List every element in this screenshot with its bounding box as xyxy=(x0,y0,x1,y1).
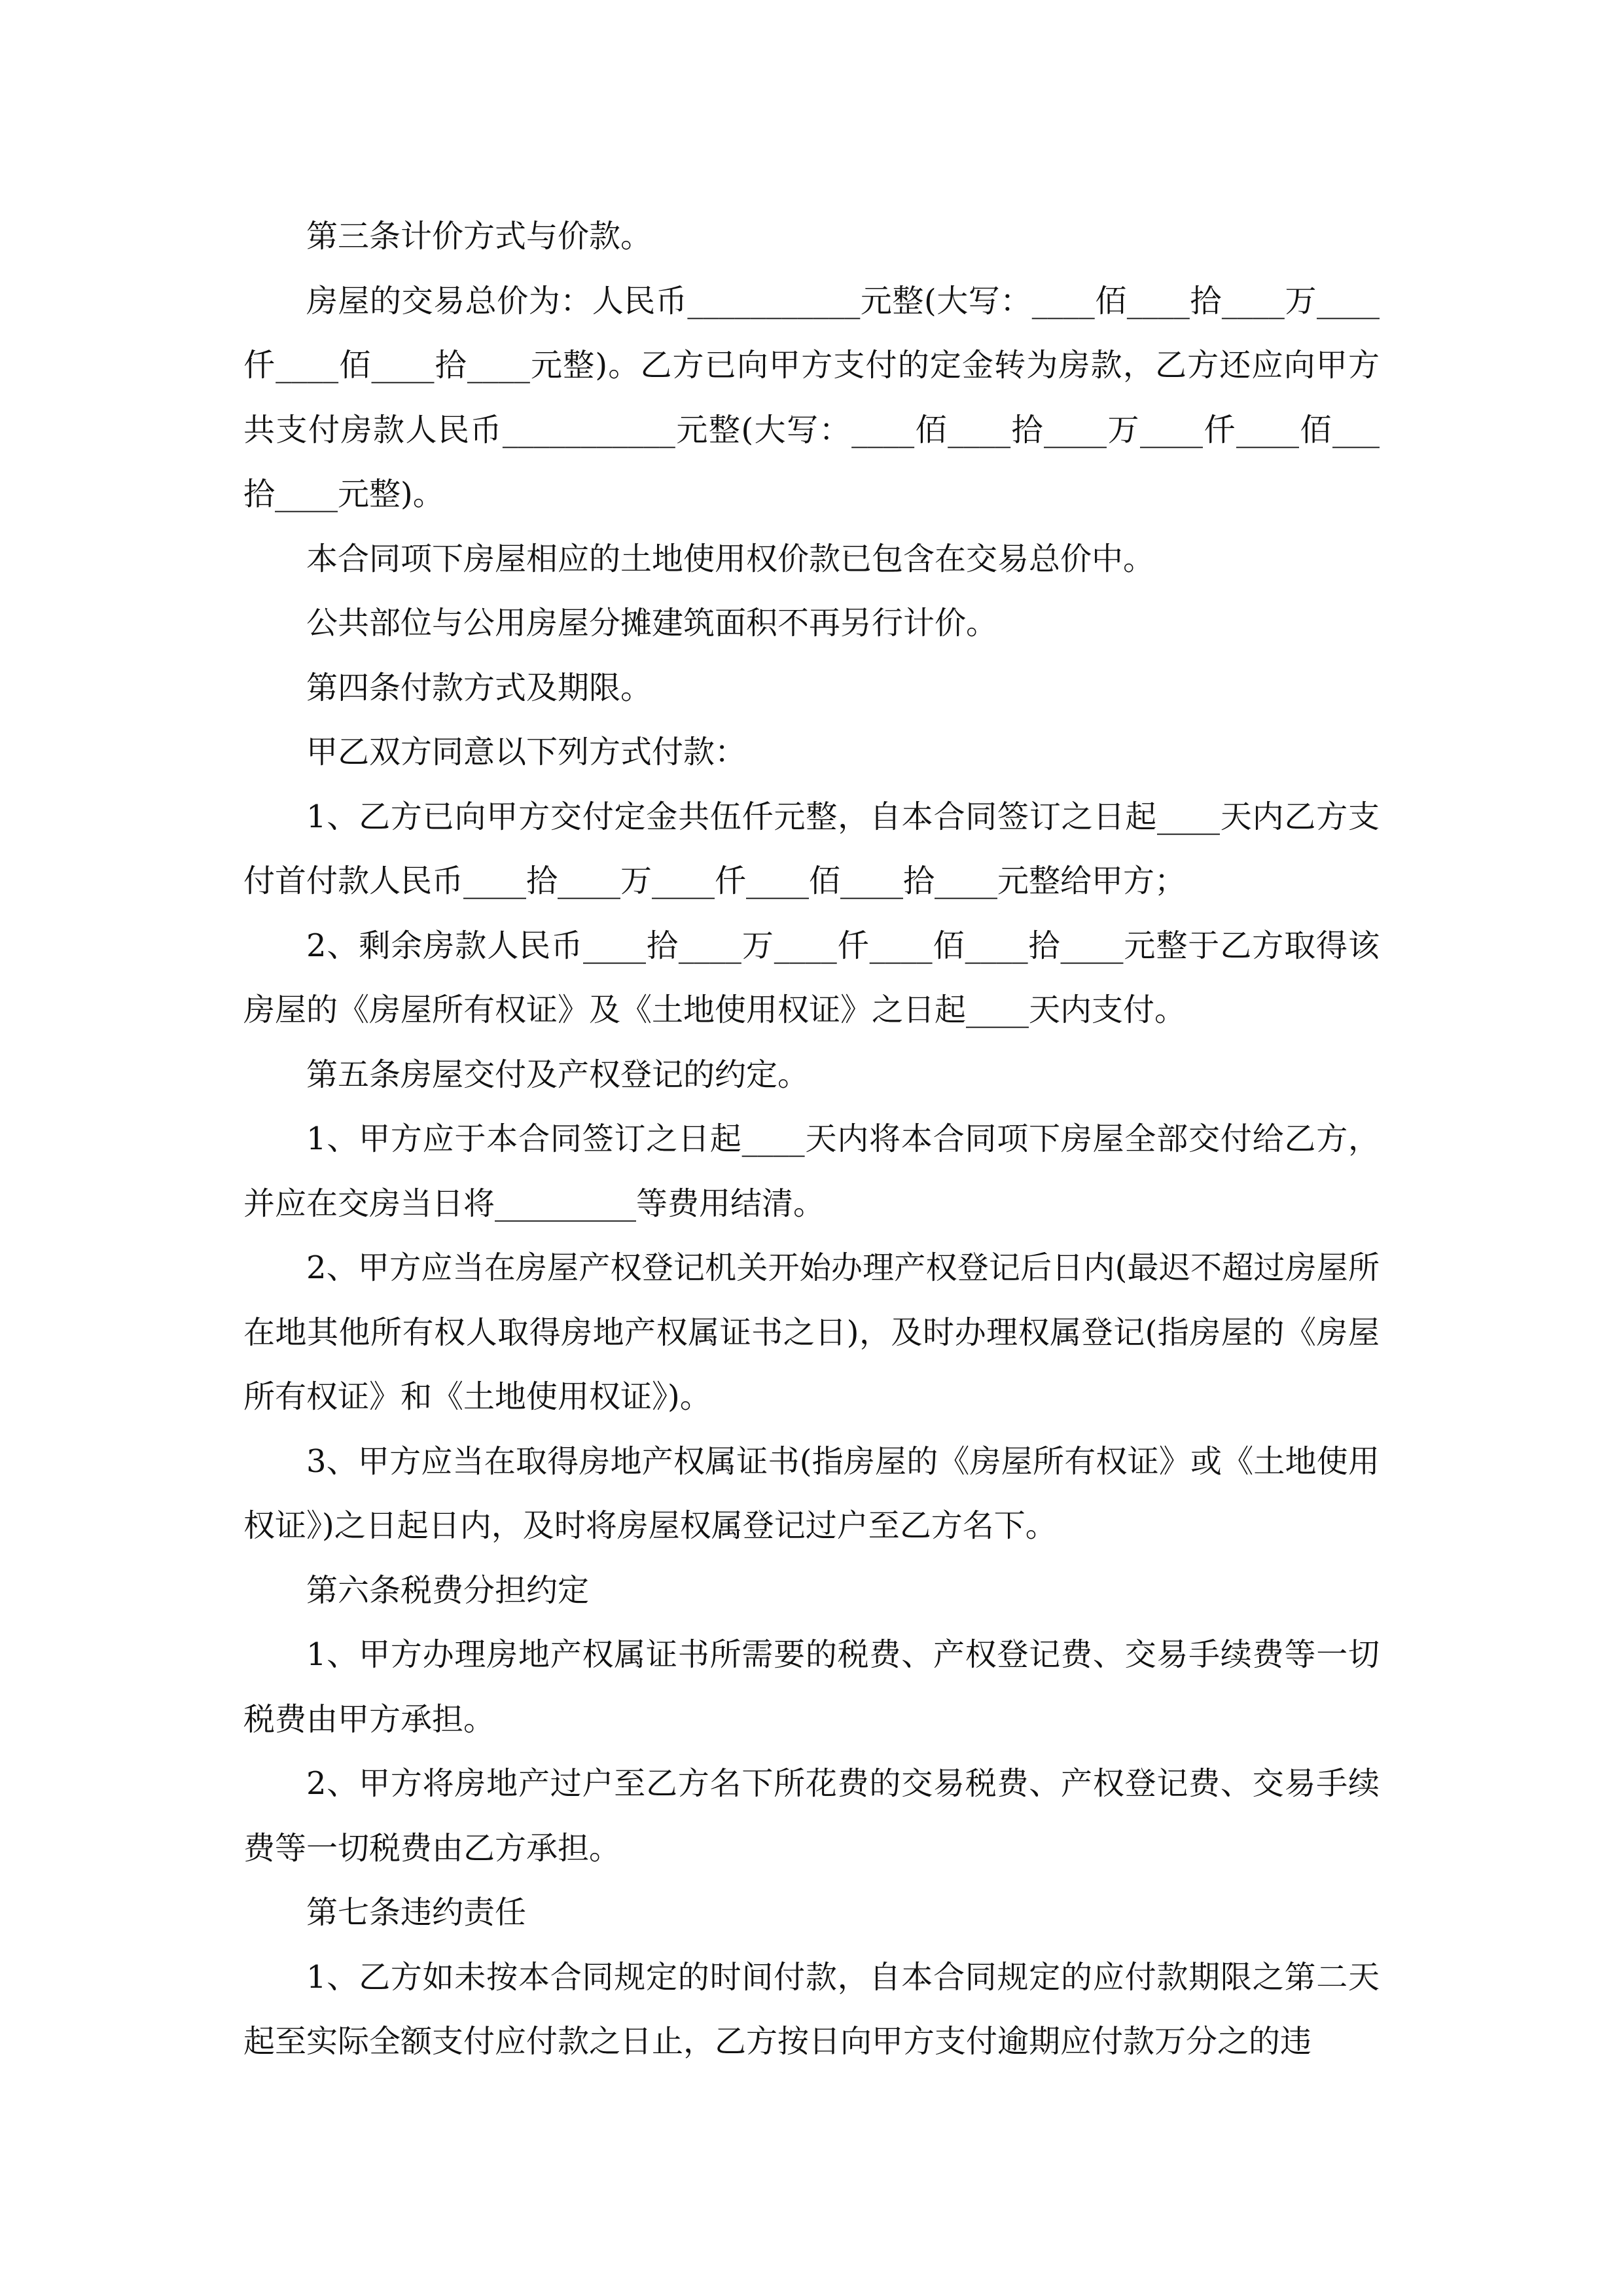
paragraph-delivery-item-3: 3、甲方应当在取得房地产权属证书(指房屋的《房屋所有权证》或《土地使用权证》)之日起日内，及时将房屋权属登记过户至乙方名下。 xyxy=(243,1443,1380,1544)
section-3-heading: 第三条计价方式与价款。 xyxy=(306,218,652,255)
paragraph-breach-item-1: 1、乙方如未按本合同规定的时间付款，自本合同规定的应付款期限之第二天起至实际全额支付应付款之日止，乙方按日向甲方支付逾期应付款万分之的违 xyxy=(243,1958,1380,2060)
paragraph-tax-item-1: 1、甲方办理房地产权属证书所需要的税费、产权登记费、交易手续费等一切税费由甲方承担。 xyxy=(243,1636,1380,1738)
paragraph-payment-method: 甲乙双方同意以下列方式付款： xyxy=(306,734,747,770)
section-6-heading: 第六条税费分担约定 xyxy=(306,1571,590,1609)
paragraph-shared-area: 公共部位与公用房屋分摊建筑面积不再另行计价。 xyxy=(306,605,998,641)
paragraph-total-price: 房屋的交易总价为：人民币___________元整(大写：____佰____拾____万____仟____佰____拾____元整)。乙方已向甲方支付的定金转为房款，乙方还应向甲方共支付房款人民币___________元整(大写：____佰____拾____万____仟____佰___拾____元整)。 xyxy=(243,282,1380,512)
paragraph-land-use-price: 本合同项下房屋相应的土地使用权价款已包含在交易总价中。 xyxy=(306,540,1155,577)
section-7-heading: 第七条违约责任 xyxy=(306,1894,527,1931)
paragraph-payment-item-2: 2、剩余房款人民币____拾____万____仟____佰____拾____元整于乙方取得该房屋的《房屋所有权证》及《土地使用权证》之日起____天内支付。 xyxy=(243,927,1380,1028)
paragraph-delivery-item-1: 1、甲方应于本合同签订之日起____天内将本合同项下房屋全部交付给乙方，并应在交房当日将_________等费用结清。 xyxy=(243,1121,1380,1222)
section-4-heading: 第四条付款方式及期限。 xyxy=(306,669,652,706)
document-body xyxy=(243,204,1380,2074)
section-5-heading: 第五条房屋交付及产权登记的约定。 xyxy=(306,1056,810,1093)
paragraph-tax-item-2: 2、甲方将房地产过户至乙方名下所花费的交易税费、产权登记费、交易手续费等一切税费由乙方承担。 xyxy=(243,1765,1380,1867)
paragraph-payment-item-1: 1、乙方已向甲方交付定金共伍仟元整，自本合同签订之日起____天内乙方支付首付款人民币____拾____万____仟____佰____拾____元整给甲方； xyxy=(243,798,1380,899)
paragraph-delivery-item-2: 2、甲方应当在房屋产权登记机关开始办理产权登记后日内(最迟不超过房屋所在地其他所有权人取得房地产权属证书之日)，及时办理权属登记(指房屋的《房屋所有权证》和《土地使用权证》)。 xyxy=(243,1249,1380,1415)
